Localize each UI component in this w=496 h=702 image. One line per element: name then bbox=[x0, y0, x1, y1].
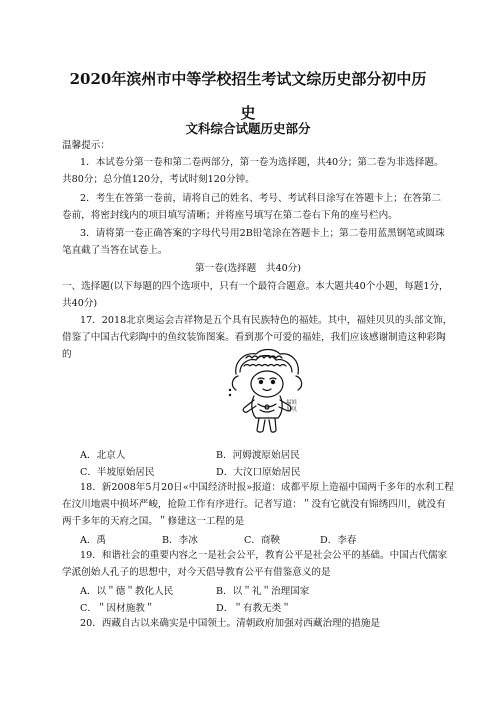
exam-subtitle: 文科综合试题历史部分 bbox=[185, 121, 311, 136]
q18-stem-line-3: 两千多年的天府之国。＂修建这一工程的是 bbox=[62, 516, 245, 527]
q17-option-d: D．大汶口原始居民 bbox=[216, 467, 301, 478]
q17-stem-line-3: 的 bbox=[62, 349, 72, 360]
tips-p3-line-1: 3．请将第一卷正确答案的字母代号用2B铅笔涂在答题卡上；第二卷用蓝黑钢笔或圆珠 bbox=[80, 228, 445, 239]
q19-option-c: C．＂因材施教＂ bbox=[80, 603, 155, 614]
q18-stem-line-1: 18．新2008年5月20日«中国经济时报»报道：成都平原上造福中国两千多年的水利工程 bbox=[80, 482, 454, 493]
tips-p1-line-1: 1．本试卷分第一卷和第二卷两部分，第一卷为选择题，共40分；第二卷为非选择题。 bbox=[80, 157, 444, 168]
q19-option-b: B．以＂礼＂治理国家 bbox=[216, 586, 310, 597]
exam-title-line-2: 史 bbox=[240, 104, 256, 122]
q17-stem-line-1: 17．2018北京奥运会吉祥物是五个具有民族特色的福娃。其中，福娃贝贝的头部文饰， bbox=[80, 315, 453, 326]
section-heading: 第一卷(选择题 共40分) bbox=[194, 263, 302, 274]
q19-stem-line-2: 学派创始人孔子的思想中，对今天倡导教育公平有借鉴意义的是 bbox=[62, 567, 331, 578]
q19-stem-line-1: 19．和谐社会的重要内容之一是社会公平，教育公平是社会公平的基础。中国古代儒家 bbox=[80, 550, 448, 561]
tips-p2-line-1: 2．考生在答第一卷前，请将自己的姓名、考号、考试科目涂写在答题卡上；在答第二 bbox=[80, 193, 442, 204]
q19-option-d: D．＂有教无类＂ bbox=[216, 603, 291, 614]
section-instruction-line-1: 一、选择题(以下每题的四个选项中，只有一个最符合题意。本大题共40个小题，每题1分， bbox=[62, 281, 449, 292]
q17-option-c: C．半坡原始居民 bbox=[80, 467, 155, 478]
section-instruction-line-2: 共40分) bbox=[62, 298, 98, 309]
q17-option-b: B．河姆渡原始居民 bbox=[216, 450, 300, 461]
q19-option-a: A．以＂德＂教化人民 bbox=[80, 586, 174, 597]
tips-p1-line-2: 共80分；总分值120分，考试时刻120分钟。 bbox=[62, 174, 255, 185]
exam-title-line-1: 2020年滨州市中等学校招生考试文综历史部分初中历 bbox=[69, 70, 427, 88]
q17-option-a: A．北京人 bbox=[80, 450, 126, 461]
q18-option-a: A．禹 bbox=[80, 535, 107, 546]
q17-stem-line-2: 借鉴了中国古代彩陶中的鱼纹装饰图案。看到那个可爱的福娃，我们应该感谢制造这种彩陶 bbox=[62, 332, 446, 343]
q18-option-d: D．李春 bbox=[320, 535, 357, 546]
q18-stem-line-2: 在汶川地震中损坏严峻，抢险工作有序进行。记者写道：＂没有它就没有锦绣四川，就没有 bbox=[62, 499, 446, 510]
fuwa-beibei-illustration bbox=[226, 346, 308, 438]
tips-p2-line-2: 卷前，将密封线内的项目填写清晰；并将座号填写在第二卷右下角的座号栏内。 bbox=[62, 210, 398, 221]
mascot-caption: 福娃贝贝 bbox=[286, 400, 298, 413]
q18-option-b: B．李冰 bbox=[162, 535, 198, 546]
q20-stem-line-1: 20．西藏自古以来确实是中国领土。清朝政府加强对西藏治理的措施是 bbox=[80, 618, 381, 629]
tips-header: 温馨提示： bbox=[62, 140, 110, 151]
q18-option-c: C．商鞅 bbox=[244, 535, 281, 546]
tips-p3-line-2: 笔直截了当答在试卷上。 bbox=[62, 245, 168, 256]
